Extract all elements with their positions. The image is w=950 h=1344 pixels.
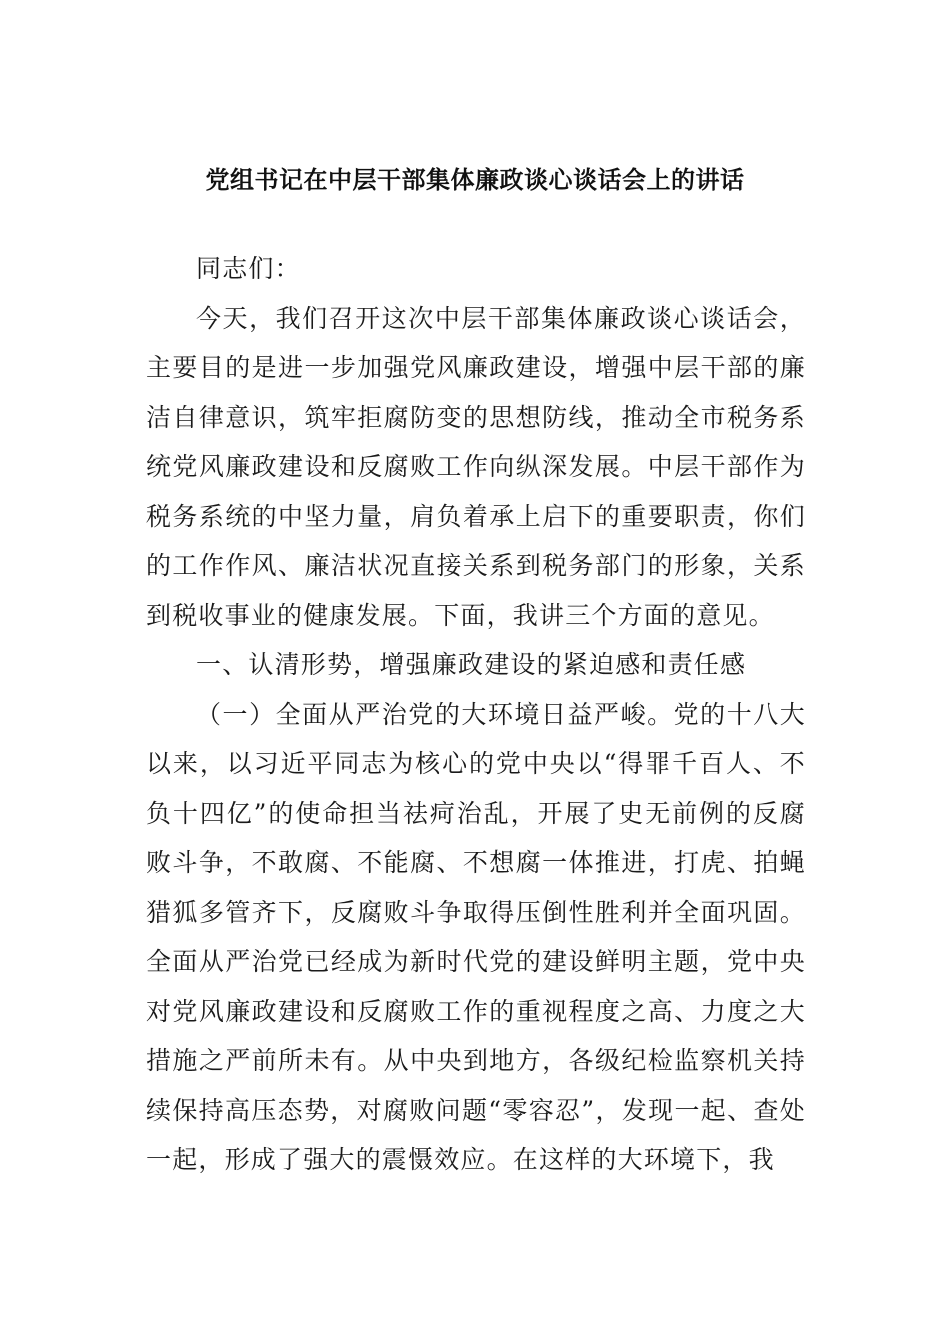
document-title: 党组书记在中层干部集体廉政谈心谈话会上的讲话	[205, 165, 745, 194]
paragraph-subsection-1: （一）全面从严治党的大环境日益严峻。党的十八大以来，以习近平同志为核心的党中央以“得罪千百人、不负十四亿”的使命担当祛疴治乱，开展了史无前例的反腐败斗争，不敢腐、不能腐、不想腐一体推进，打虎、拍蝇猎狐多管齐下，反腐败斗争取得压倒性胜利并全面巩固。全面从严治党已经成为新时代党的建设鲜明主题，党中央对党风廉政建设和反腐败工作的重视程度之高、力度之大措施之严前所未有。从中央到地方，各级纪检监察机关持续保持高压态势，对腐败问题“零容忍”，发现一起、查处一起，形成了强大的震慑效应。在这样的大环境下，我	[146, 699, 806, 1174]
document-body	[146, 244, 806, 1185]
salutation: 同志们：	[196, 254, 301, 283]
section-heading-1: 一、认清形势，增强廉政建设的紧迫感和责任感	[196, 650, 747, 679]
paragraph-intro: 今天，我们召开这次中层干部集体廉政谈心谈话会，主要目的是进一步加强党风廉政建设，增强中层干部的廉洁自律意识，筑牢拒腐防变的思想防线，推动全市税务系统党风廉政建设和反腐败工作向纵深发展。中层干部作为税务系统的中坚力量，肩负着承上启下的重要职责，你们的工作作风、廉洁状况直接关系到税务部门的形象，关系到税收事业的健康发展。下面，我讲三个方面的意见。	[146, 303, 806, 630]
